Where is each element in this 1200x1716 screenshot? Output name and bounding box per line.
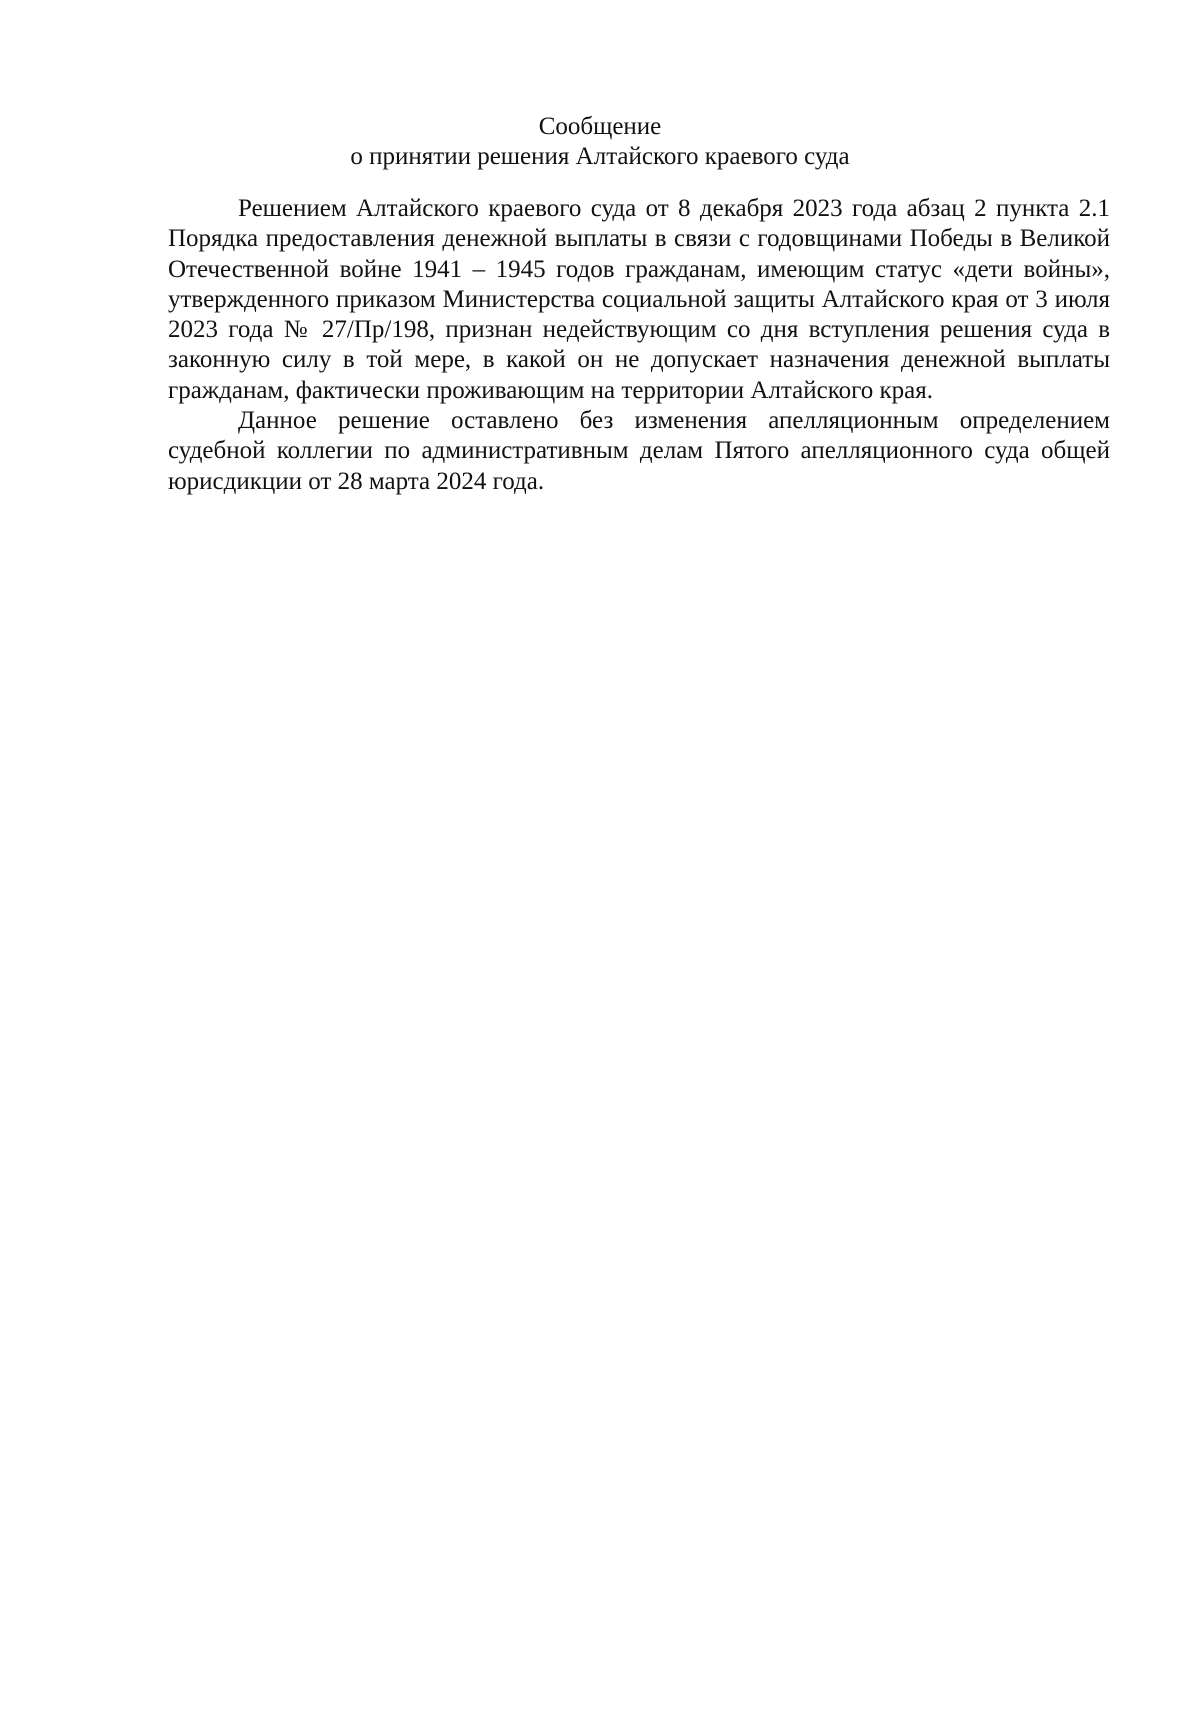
- paragraph-appeal-result: Данное решение оставлено без изменения апелляционным определением судебной коллегии по административным делам Пятого апелляционного суда общей юрисдикции от 28 марта 2024 года.: [168, 407, 1110, 495]
- document-body: [168, 194, 1110, 497]
- document-subtitle: о принятии решения Алтайского краевого суда: [350, 143, 850, 170]
- paragraph-court-decision: Решением Алтайского краевого суда от 8 декабря 2023 года абзац 2 пункта 2.1 Порядка предоставления денежной выплаты в связи с годовщинами Победы в Великой Отечественной войне 1941 – 1945 годов гражданам, имеющим статус «дети войны», утвержденного приказом Министерства социальной защиты Алтайского края от 3 июля 2023 года № 27/Пр/198, признан недействующим со дня вступления решения суда в законную силу в той мере, в какой он не допускает назначения денежной выплаты гражданам, фактически проживающим на территории Алтайского края.: [168, 195, 1110, 404]
- document-title: Сообщение: [538, 113, 662, 140]
- document-header: [0, 112, 1200, 172]
